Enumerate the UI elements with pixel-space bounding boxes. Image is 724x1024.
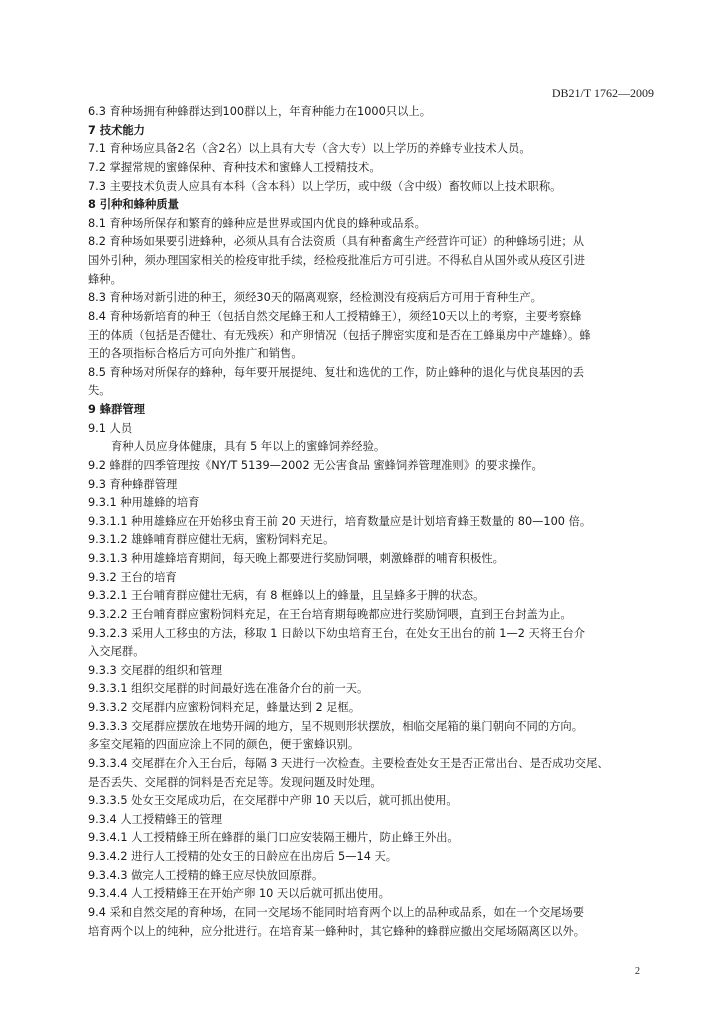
text-line: 王的各项指标合格后方可向外推广和销售。	[88, 347, 303, 361]
text-line: 8.3 育种场对新引进的种王，须经30天的隔离观察，经检测没有疫病后方可用于育种生产。	[88, 291, 542, 305]
text-line: 7.2 掌握常规的蜜蜂保种、育种技术和蜜蜂人工授精技术。	[88, 160, 381, 174]
text-line: 9.3.1.3 种用雄蜂培育期间，每天晚上都要进行奖励饲喂，刺激蜂群的哺育积极性。	[88, 552, 504, 565]
text-line: 8.4 育种场新培育的种王（包括自然交尾蜂王和人工授精蜂王），须经10天以上的考察，主要考察蜂	[88, 309, 582, 323]
text-line: 9.3.1.2 雄蜂哺育群应健壮无病，蜜粉饲料充足。	[88, 533, 335, 547]
text-line: 9.3.2.2 王台哺育群应蜜粉饲料充足，在王台培育期每晚都应进行奖励饲喂，直到王台封盖为止。	[88, 607, 572, 621]
section-heading: 8 引种和蜂种质量	[88, 198, 179, 212]
text-line: 9.4 采和自然交尾的育种场，在同一交尾场不能同时培育两个以上的品种或品系，如在一个交尾场要	[88, 905, 585, 919]
text-line: 9.3.2.3 采用人工移虫的方法，移取 1 日龄以下幼虫培育王台，在处女王出台的前 1—2 天将王台介	[88, 626, 586, 640]
document-id-header: DB21/T 1762—2009	[551, 86, 654, 100]
text-line: 失。	[88, 384, 111, 398]
text-line: 国外引种，须办理国家相关的检疫审批手续，经检疫批准后方可引进。不得私自从国外或从疫区引进	[88, 254, 586, 267]
text-line: 9.2 蜂群的四季管理按《NY/T 5139—2002 无公害食品 蜜蜂饲养管理准则》的要求操作。	[88, 458, 543, 472]
text-line: 培育两个以上的纯种，应分批进行。在培育某一蜂种时，其它蜂种的蜂群应撤出交尾场隔离区以外。	[88, 924, 586, 938]
text-line: 7.3 主要技术负责人应具有本科（含本科）以上学历，或中级（含中级）畜牧师以上技术职称。	[88, 179, 562, 193]
text-line: 育种人员应身体健康，具有 5 年以上的蜜蜂饲养经验。	[111, 440, 386, 454]
page-number: 2	[635, 966, 640, 977]
text-line: 9.3.3 交尾群的组织和管理	[88, 663, 223, 677]
text-line: 9.3.1.1 种用雄蜂应在开始移虫育王前 20 天进行，培育数量应是计划培育蜂王数量的 80—100 倍。	[88, 514, 592, 528]
text-line: 9.3.3.4 交尾群在介入王台后，每隔 3 天进行一次检查。主要检查处女王是否正常出台、是否成功交尾、	[88, 756, 609, 770]
text-line: 9.3.4.4 人工授精蜂王在开始产卵 10 天以后就可抓出使用。	[88, 887, 390, 901]
text-line: 9.1 人员	[88, 421, 133, 435]
text-line: 8.2 育种场如果要引进蜂种，必须从具有合法资质（具有种畜禽生产经营许可证）的种蜂场引进；从	[88, 235, 585, 249]
text-line: 9.3.4.3 做完人工授精的蜂王应尽快放回原群。	[88, 868, 324, 882]
text-line: 是否丢失、交尾群的饲料是否充足等。发现问题及时处理。	[88, 775, 382, 789]
text-line: 9.3.1 种用雄蜂的培育	[88, 496, 200, 510]
text-line: 9.3.2.1 王台哺育群应健壮无病，有 8 框蜂以上的蜂量，且呈蜂多于脾的状态。	[88, 589, 485, 603]
text-line: 9.3.4.2 进行人工授精的处女王的日龄应在出房后 5—14 天。	[88, 850, 398, 863]
text-line: 入交尾群。	[88, 645, 145, 659]
text-line: 9.3.3.5 处女王交尾成功后，在交尾群中产卵 10 天以后，就可抓出使用。	[88, 794, 458, 808]
section-heading: 9 蜂群管理	[88, 403, 145, 416]
text-line: 7.1 育种场应具备2名（含2名）以上具有大专（含大专）以上学历的养蜂专业技术人员。	[88, 142, 531, 156]
text-line: 6.3 育种场拥有种蜂群达到100群以上，年育种能力在1000只以上。	[88, 105, 431, 118]
text-line: 9.3.3.2 交尾群内应蜜粉饲料充足，蜂量达到 2 足框。	[88, 701, 361, 714]
text-line: 9.3.4.1 人工授精蜂王所在蜂群的巢门口应安装隔王栅片，防止蜂王外出。	[88, 831, 459, 845]
document-body	[88, 103, 660, 941]
text-line: 9.3.3.3 交尾群应摆放在地势开阔的地方，呈不规则形状摆放，相临交尾箱的巢门朝向不同的方向。	[88, 719, 583, 733]
text-line: 9.3.2 王台的培育	[88, 570, 177, 584]
text-line: 9.3.4 人工授精蜂王的管理	[88, 812, 223, 826]
text-line: 多室交尾箱的四面应涂上不同的颜色，便于蜜蜂识别。	[88, 738, 360, 752]
text-line: 9.3 育种蜂群管理	[88, 477, 178, 491]
text-line: 王的体质（包括是否健壮、有无残疾）和产卵情况（包括子脾密实度和是否在工蜂巢房中产雄蜂）。蜂	[88, 328, 591, 342]
section-heading: 7 技术能力	[88, 123, 145, 137]
text-line: 8.1 育种场所保存和繁育的蜂种应是世界或国内优良的蜂种或品系。	[88, 216, 426, 230]
text-line: 8.5 育种场对所保存的蜂种，每年要开展提纯、复壮和选优的工作，防止蜂种的退化与优良基因的丢	[88, 365, 585, 379]
text-line: 蜂种。	[88, 272, 122, 286]
text-line: 9.3.3.1 组织交尾群的时间最好选在准备介台的前一天。	[88, 682, 369, 696]
